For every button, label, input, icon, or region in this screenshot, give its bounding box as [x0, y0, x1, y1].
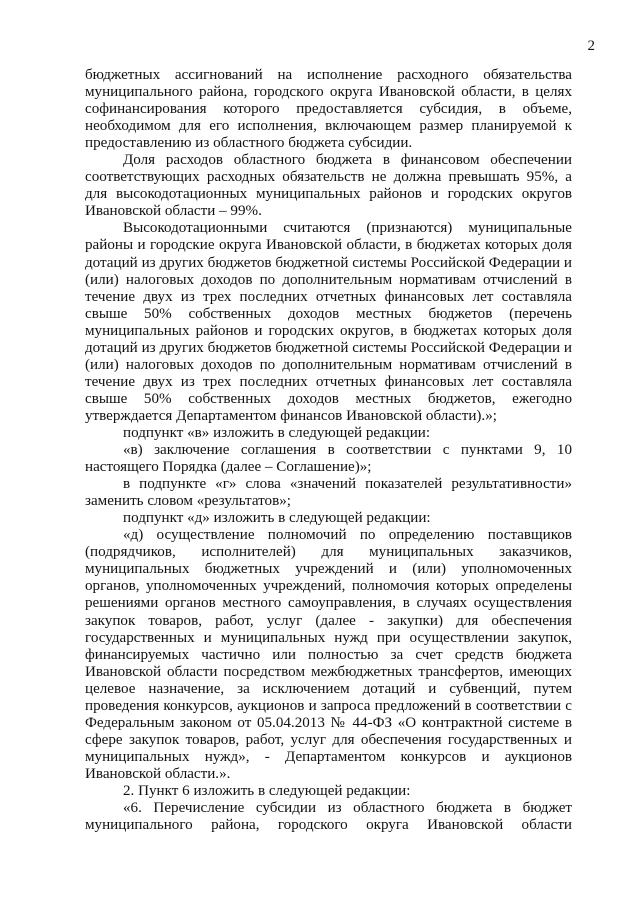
document-body — [85, 67, 572, 834]
paragraph: 2. Пункт 6 изложить в следующей редакции: — [123, 782, 411, 799]
paragraph: Доля расходов областного бюджета в финансовом обеспечении соответствующих расходных обязательств не должна превышать 95%, а для высокодотационных муниципальных районов и городских округов Ивановской области – 99%. — [85, 152, 572, 220]
paragraph: подпункт «в» изложить в следующей редакции: — [123, 424, 431, 441]
paragraph: бюджетных ассигнований на исполнение расходного обязательства муниципального района, городского округа Ивановской области, в целях софинансирования которого предоставляется субсидия, в объеме, необходимом для его исполнения, включающем размер планируемой к предоставлению из областного бюджета субсидии. — [85, 67, 572, 152]
paragraph: Высокодотационными считаются (признаются) муниципальные районы и городские округа Ивановской области, в бюджетах которых доля дотаций из других бюджетов бюджетной системы Российской Федерации и (или) налоговых доходов по дополнительным нормативам отчислений в течение двух из трех последних отчетных финансовых лет составляла свыше 50% собственных доходов местных бюджетов (перечень муниципальных районов и городских округов, в бюджетах которых доля дотаций из других бюджетов бюджетной системы Российской Федерации и (или) налоговых доходов по дополнительным нормативам отчислений в течение двух из трех последних отчетных финансовых лет составляла свыше 50% собственных доходов местных бюджетов, ежегодно утверждается Департаментом финансов Ивановской области).»; — [85, 220, 572, 424]
paragraph: «6. Перечисление субсидии из областного бюджета в бюджет муниципального района, городского округа Ивановской области — [85, 800, 572, 834]
page-number: 2 — [587, 38, 595, 54]
paragraph: «в) заключение соглашения в соответствии с пунктами 9, 10 настоящего Порядка (далее – Соглашение)»; — [85, 442, 572, 476]
paragraph: подпункт «д» изложить в следующей редакции: — [123, 510, 431, 527]
paragraph: «д) осуществление полномочий по определению поставщиков (подрядчиков, исполнителей) для муниципальных заказчиков, муниципальных бюджетных учреждений и (или) уполномоченных органов, уполномоченных учреждений, полномочия которых определены решениями органов местного самоуправления, в случаях осуществления закупок товаров, работ, услуг (далее - закупки) для обеспечения государственных и муниципальных нужд при осуществлении закупок, финансируемых частично или полностью за счет средств бюджета Ивановской области посредством межбюджетных трансфертов, имеющих целевое назначение, за исключением дотаций и субвенций, путем проведения конкурсов, аукционов и запроса предложений в соответствии с Федеральным законом от 05.04.2013 № 44-ФЗ «О контрактной системе в сфере закупок товаров, работ, услуг для обеспечения государственных и муниципальных нужд», - Департаментом конкурсов и аукционов Ивановской области.». — [85, 527, 572, 782]
paragraph: в подпункте «г» слова «значений показателей результативности» заменить словом «результатов»; — [85, 476, 572, 510]
